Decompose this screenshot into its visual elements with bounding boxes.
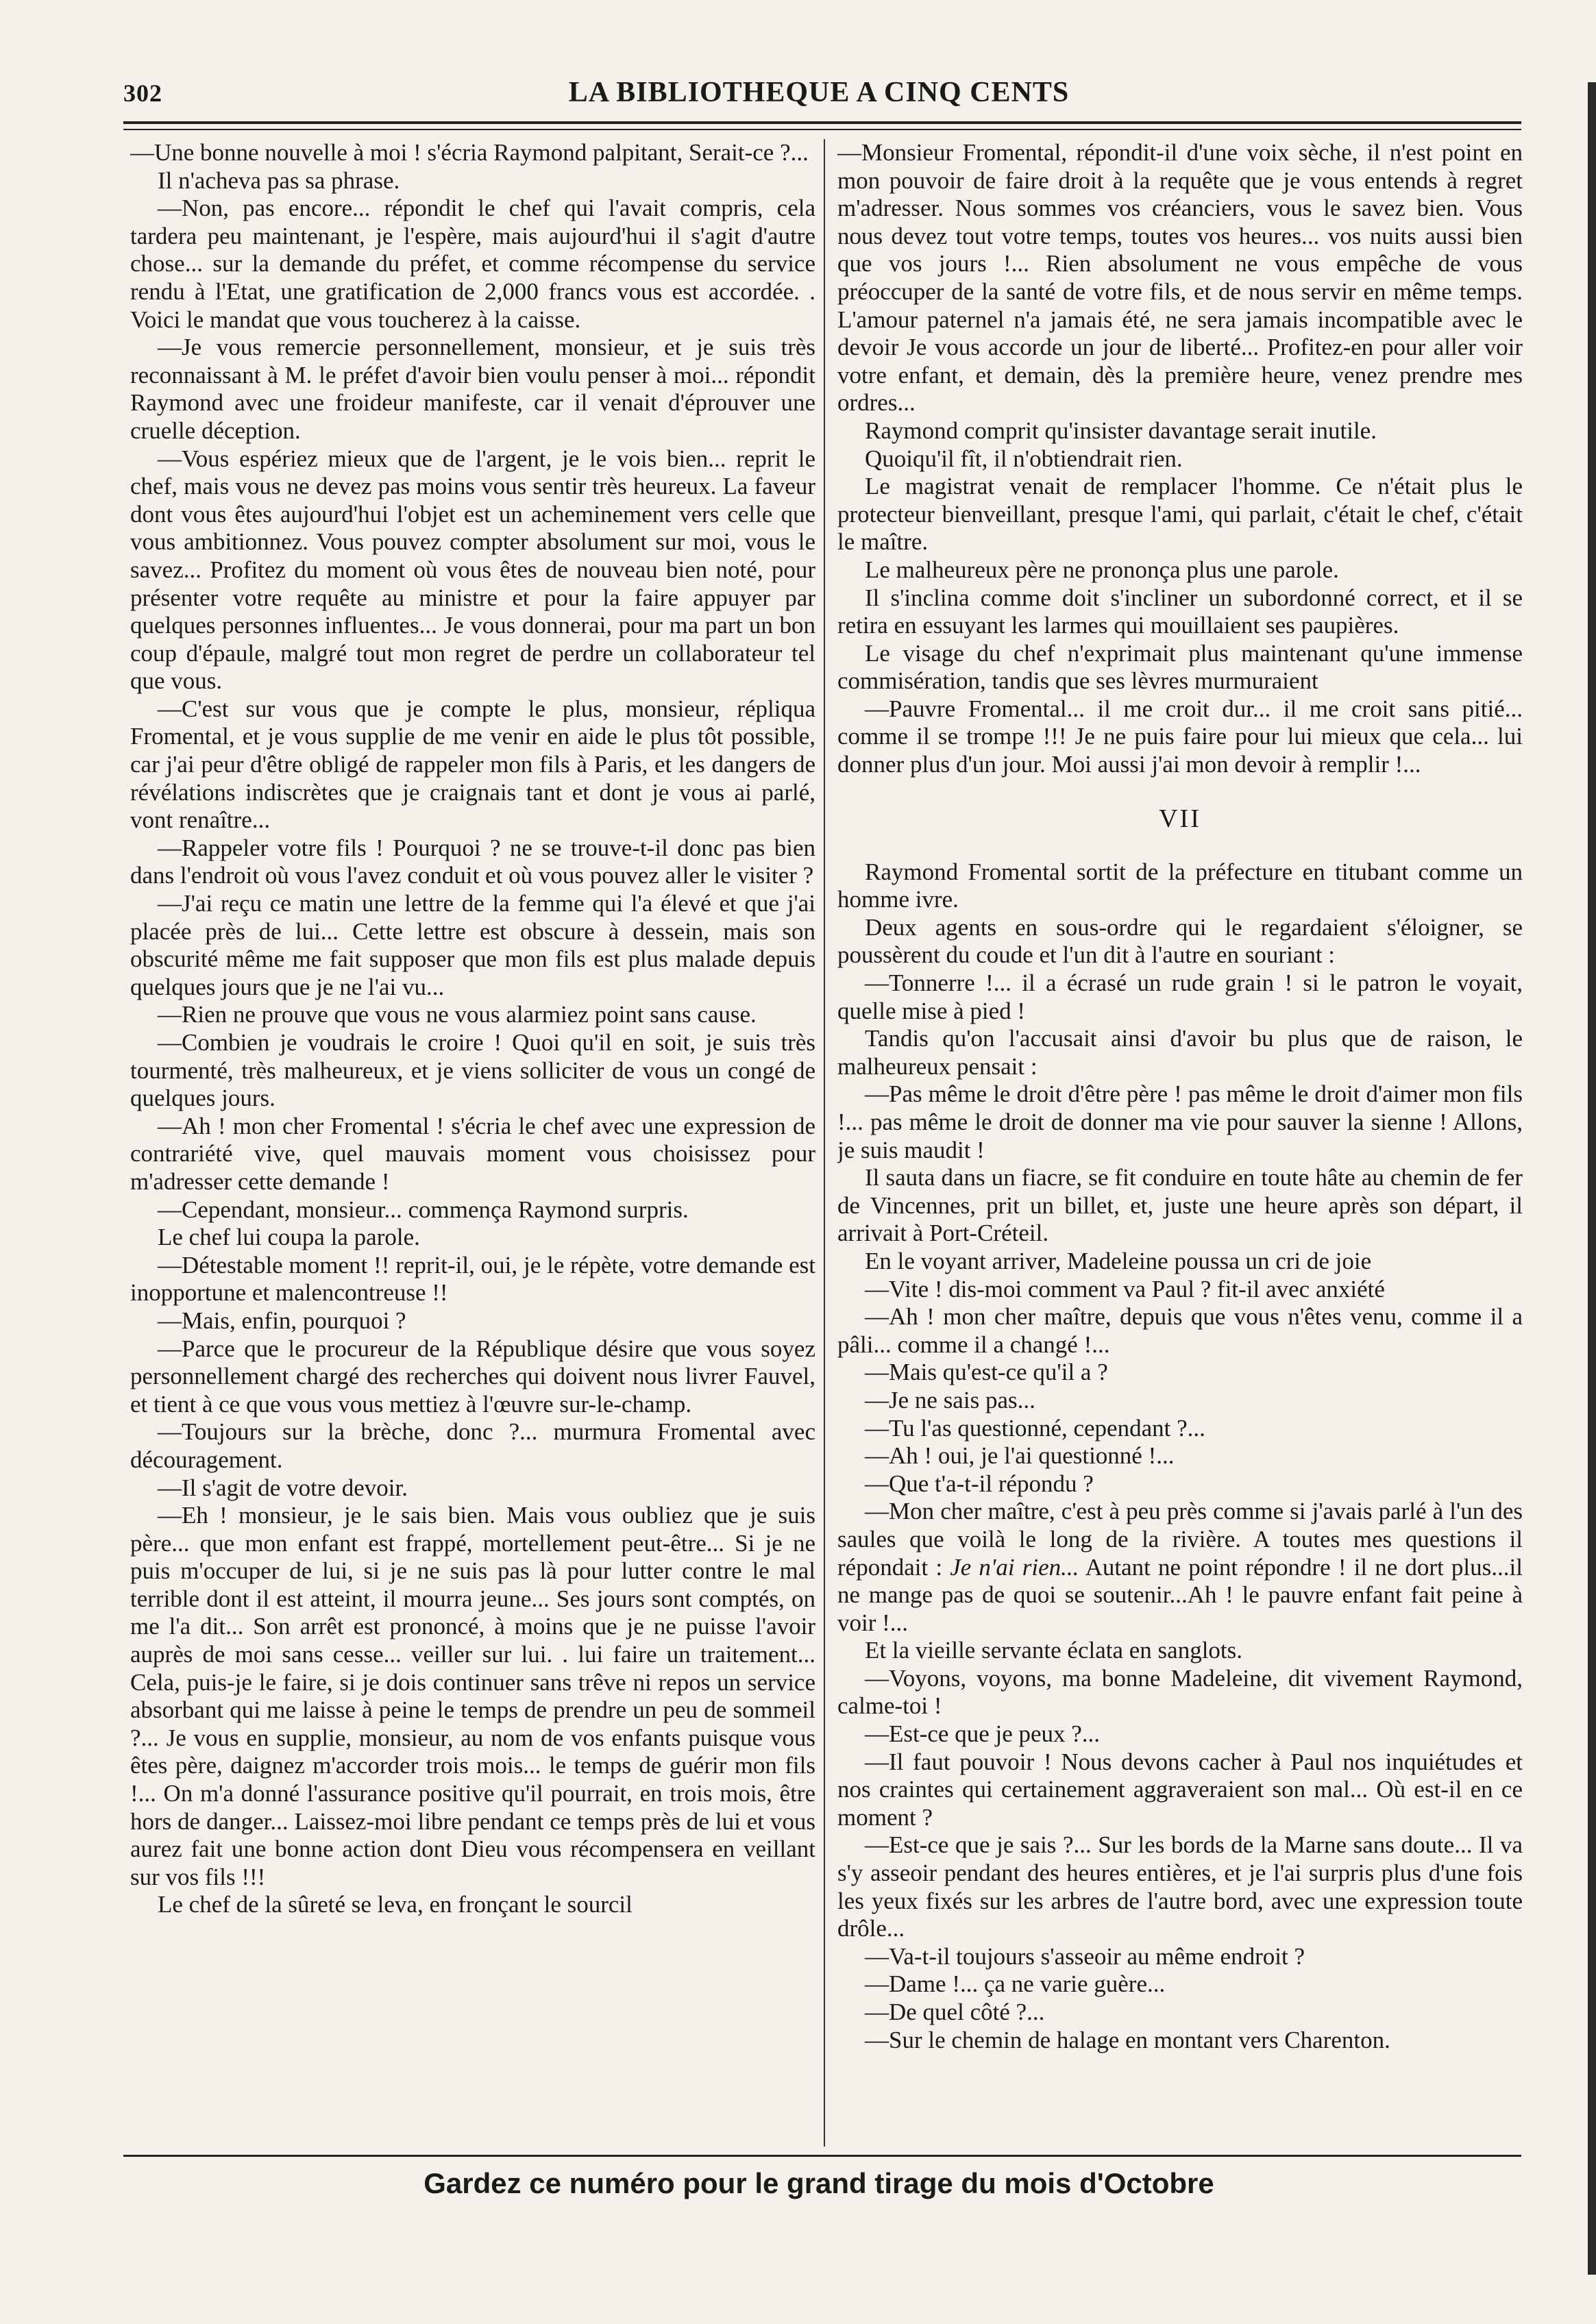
paragraph: Il n'acheva pas sa phrase. [158,166,400,194]
paragraph: —Va-t-il toujours s'asseoir au même endroit ? [865,1942,1305,1970]
page-number: 302 [123,79,162,107]
paragraph: —Est-ce que je sais ?... Sur les bords de la Marne sans doute... Il va s'y asseoir pendant des heures entières, et je l'ai surpris plus d'une fois les yeux fixés sur les arbres de l'autre bord, avec une expression toute drôle... [837,1831,1523,1942]
paragraph: Raymond Fromental sortit de la préfecture en titubant comme un homme ivre. [837,858,1523,913]
left-column [130,139,815,2147]
paragraph: —Toujours sur la brèche, donc ?... murmura Fromental avec découragement. [130,1418,815,1473]
paragraph: Le visage du chef n'exprimait plus maintenant qu'une immense commisération, tandis que ses lèvres murmuraient [837,639,1523,695]
paragraph: —Détestable moment !! reprit-il, oui, je le répète, votre demande est inopportune et malencontreuse !! [130,1251,815,1307]
paragraph: Raymond comprit qu'insister davantage serait inutile. [865,417,1377,444]
paragraph: —Dame !... ça ne varie guère... [865,1970,1166,1998]
right-column-before-chapter [837,139,1523,779]
newspaper-page [103,65,1535,2264]
paragraph: —Pauvre Fromental... il me croit dur... il me croit sans pitié... comme il se trompe !!! Je ne puis faire pour lui mieux que cela... lui donner plus d'un jour. Moi aussi j'ai mon devoir à remplir !... [837,695,1523,778]
paragraph: Le chef de la sûreté se leva, en fronçant le sourcil [158,1891,633,1918]
paragraph-text: —Mon cher maître, c'est à peu près comme si j'avais parlé à l'un des saules que voilà le long de la rivière. A toutes mes questions il répondait : [837,1498,1523,1581]
paragraph: —Eh ! monsieur, je le sais bien. Mais vous oubliez que je suis père... que mon enfant est frappé, mortellement peut-être... Si je ne puis m'occuper de lui, si je ne suis pas là pour lutter contre le mal terrible dont il est atteint, il mourra jeune... Ses jours sont comptés, on me l'a dit... Son arrêt est prononcé, à moins que je ne puisse l'avoir auprès de moi sans cesse... veiller sur lui. . lui faire un traitement... Cela, puis-je le faire, si je dois continuer sans trêve ni repos un service absorbant qui me laisse à peine le temps de prendre un peu de sommeil ?... Je vous en supplie, monsieur, au nom de vos enfants puisque vous êtes père, daignez m'accorder trois mois... le temps de guérir mon fils !... On m'a donné l'assurance positive qu'il pourrait, en trois mois, être hors de danger... Laissez-moi libre pendant ce temps près de lui et vous aurez fait une bonne action dont Dieu vous récompensera en veillant sur vos fils !!! [130,1502,815,1890]
paragraph: Quoiqu'il fît, il n'obtiendrait rien. [865,445,1183,472]
paragraph: —Je ne sais pas... [865,1386,1035,1413]
paragraph: —Vite ! dis-moi comment va Paul ? fit-il avec anxiété [865,1275,1385,1302]
paragraph: —Parce que le procureur de la République désire que vous soyez personnellement chargé des recherches qui doivent nous livrer Fauvel, et tient à ce que vous vous mettiez à l'œuvre sur-le-champ. [130,1335,815,1418]
paragraph: Le chef lui coupa la parole. [158,1224,420,1251]
header-rule-thin [123,129,1521,130]
paragraph: —Que t'a-t-il répondu ? [865,1470,1094,1497]
paragraph-text: Autant ne point répondre ! il ne dort plus...il ne mange pas de quoi se soutenir...Ah ! le pauvre enfant fait peine à voir !... [837,1553,1523,1636]
paragraph: —Ah ! oui, je l'ai questionné !... [865,1442,1175,1470]
paragraph: —Cependant, monsieur... commença Raymond surpris. [158,1196,689,1223]
header-rule-thick [123,121,1521,124]
paragraph: —Rien ne prouve que vous ne vous alarmiez point sans cause. [158,1001,757,1028]
paragraph: —Il s'agit de votre devoir. [158,1474,408,1501]
paragraph: Tandis qu'on l'accusait ainsi d'avoir bu plus que de raison, le malheureux pensait : [837,1025,1523,1080]
paragraph: Le magistrat venait de remplacer l'homme. Ce n'était plus le protecteur bienveillant, presque l'ami, qui parlait, c'était le chef, c'était le maître. [837,473,1523,556]
chapter-heading: VII [1159,804,1201,833]
paragraph: —Sur le chemin de halage en montant vers Charenton. [865,2026,1390,2053]
paragraph: Deux agents en sous-ordre qui le regardaient s'éloigner, se poussèrent du coude et l'un dit à l'autre en souriant : [837,913,1523,969]
paragraph: —De quel côté ?... [865,1999,1045,2025]
paragraph: —Une bonne nouvelle à moi ! s'écria Raymond palpitant, Serait-ce ?... [130,139,809,166]
paragraph: —Est-ce que je peux ?... [865,1720,1101,1748]
paragraph: —Rappeler votre fils ! Pourquoi ? ne se trouve-t-il donc pas bien dans l'endroit où vous l'avez conduit et où vous pouvez aller le visiter ? [130,834,815,889]
column-divider [824,139,825,2147]
paragraph: —Je vous remercie personnellement, monsieur, et je suis très reconnaissant à M. le préfet d'avoir bien voulu penser à moi... répondit Raymond avec une froideur manifeste, car il venait d'éprouver une cruelle déception. [130,334,815,444]
paragraph: —C'est sur vous que je compte le plus, monsieur, répliqua Fromental, et je vous supplie de me venir en aide le plus tôt possible, car j'ai peur d'être obligé de rappeler mon fils à Paris, et les dangers de révélations indiscrètes que je craignais tant et dont je vous ai parlé, vont renaître... [130,695,815,834]
right-column-chapter-text [837,858,1523,2055]
paragraph: —Monsieur Fromental, répondit-il d'une voix sèche, il n'est point en mon pouvoir de faire droit à la requête que je vous entends à regret m'adresser. Nous sommes vos créanciers, vous le savez bien. Vous nous devez tout votre temps, toutes vos heures... vos nuits aussi bien que vos jours !... Rien absolument ne vous empêche de vous préoccuper de la santé de votre fils, et de nous servir en même temps. L'amour paternel n'a jamais été, ne sera jamais incompatible avec le devoir Je vous accorde un jour de liberté... Profitez-en pour aller voir votre enfant, et demain, dès la première heure, venez prendre mes ordres... [837,139,1523,417]
paragraph: —Vous espériez mieux que de l'argent, je le vois bien... reprit le chef, mais vous ne devez pas moins vous sentir très heureux. La faveur dont vous êtes aujourd'hui l'objet est un acheminement vers celle que vous ambitionnez. Vous pouvez compter absolument sur moi, vous le savez... Profitez du moment où vous êtes de nouveau bien noté, pour présenter votre requête au ministre et pour la faire appuyer par quelques personnes influentes... Je vous donnerai, pour ma part un bon coup d'épaule, malgré tout mon regret de perdre un collaborateur tel que vous. [130,445,815,695]
running-header [103,65,1535,113]
paragraph: Le malheureux père ne prononça plus une parole. [865,556,1339,583]
paragraph: —Ah ! mon cher Fromental ! s'écria le chef avec une expression de contrariété vive, quel mauvais moment vous choisissez pour m'adresser cette demande ! [130,1112,815,1195]
paragraph: Et la vieille servante éclata en sanglots. [865,1637,1243,1664]
paragraph: —Voyons, voyons, ma bonne Madeleine, dit vivement Raymond, calme-toi ! [837,1664,1523,1720]
paragraph: —Mais, enfin, pourquoi ? [158,1307,406,1334]
paragraph: —Non, pas encore... répondit le chef qui l'avait compris, cela tardera peu maintenant, je l'espère, mais aujourd'hui il s'agit d'autre chose... sur la demande du préfet, et comme récompense du service rendu à l'Etat, une gratification de 2,000 francs vous est accordée. . Voici le mandat que vous toucherez à la caisse. [130,195,815,333]
paragraph: —Ah ! mon cher maître, depuis que vous n'êtes venu, comme il a pâli... comme il a changé !... [837,1303,1523,1358]
page-edge-shadow [1588,82,1596,2275]
paragraph: —J'ai reçu ce matin une lettre de la femme qui l'a élevé et que j'ai placée près de lui... Cette lettre est obscure à dessein, mais son obscurité même me fait supposer que mon fils est plus malade depuis quelques jours que je ne l'ai vu... [130,890,815,1000]
paragraph: —Pas même le droit d'être père ! pas même le droit d'aimer mon fils !... pas même le droit de donner ma vie pour sauver la sienne ! Allons, je suis maudit ! [837,1080,1523,1163]
paragraph: —Tonnerre !... il a écrasé un rude grain ! si le patron le voyait, quelle mise à pied ! [837,969,1523,1024]
paragraph: —Il faut pouvoir ! Nous devons cacher à Paul nos inquiétudes et nos craintes qui certainement aggraveraient son mal... Où est-il en ce moment ? [837,1748,1523,1831]
footer-notice: Gardez ce numéro pour le grand tirage du mois d'Octobre [423,2167,1214,2199]
paragraph: Il s'inclina comme doit s'incliner un subordonné correct, et il se retira en essuyant les larmes qui mouillaient ses paupières. [837,584,1523,639]
paragraph: —Mais qu'est-ce qu'il a ? [865,1359,1108,1386]
paragraph: —Tu l'as questionné, cependant ?... [865,1414,1205,1442]
paragraph [837,1498,1523,1637]
right-column [837,139,1523,2147]
paragraph: —Combien je voudrais le croire ! Quoi qu'il en soit, je suis très tourmenté, très malheureux, et je viens solliciter de vous un congé de quelques jours. [130,1029,815,1112]
footer-rule [123,2155,1521,2157]
running-title: LA BIBLIOTHEQUE A CINQ CENTS [568,77,1070,108]
paragraph: En le voyant arriver, Madeleine poussa un cri de joie [865,1247,1372,1274]
italic-quote: Je n'ai rien... [950,1553,1079,1581]
paragraph: Il sauta dans un fiacre, se fit conduire en toute hâte au chemin de fer de Vincennes, prit un billet, et, juste une heure après son départ, il arrivait à Port-Créteil. [837,1164,1523,1247]
